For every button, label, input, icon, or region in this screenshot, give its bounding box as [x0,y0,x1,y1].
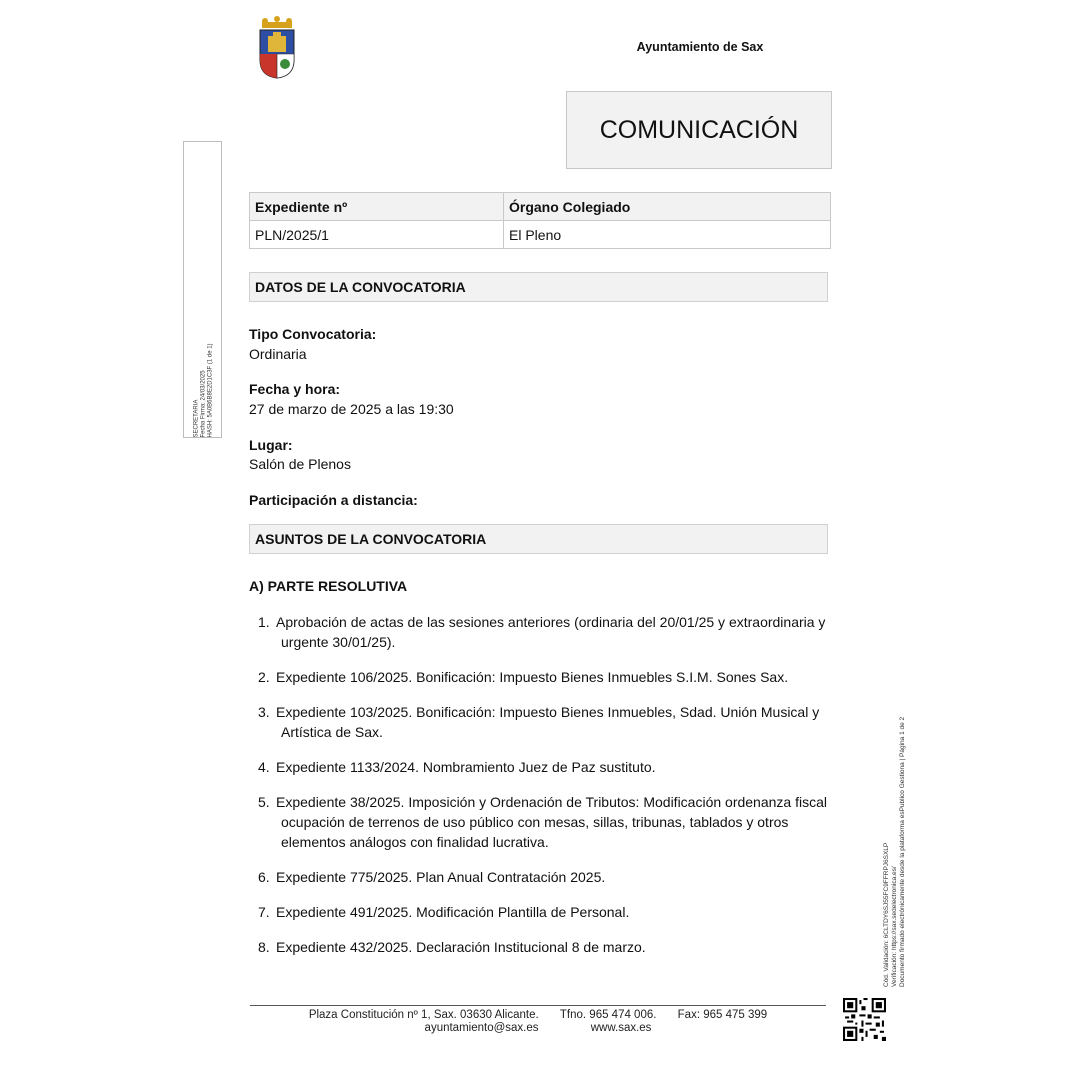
item-text: Expediente 106/2025. Bonificación: Impuesto Bienes Inmuebles S.I.M. Sones Sax. [276,669,789,685]
list-item [249,867,839,887]
item-number: 6. [258,869,270,885]
field-label-lugar: Lugar: [249,437,293,453]
footer-web-link[interactable]: www.sax.es [590,1022,652,1034]
header-cell-organo: Órgano Colegiado [504,193,831,221]
table-header-row [250,193,831,221]
footer-contact-line [250,1009,826,1021]
footer-fax: Fax: 965 475 399 [677,1009,768,1021]
stamp-line: SECRETARIA [193,399,200,438]
item-text: Expediente 432/2025. Declaración Institucional 8 de marzo. [276,939,646,955]
item-text: Expediente 38/2025. Imposición y Ordenación de Tributos: Modificación ordenanza fiscal ocupación de terrenos de uso público con mesas, sillas, tribunas, tablados y otros elementos análogos con finalidad lucrativa. [276,794,827,850]
item-text: Expediente 491/2025. Modificación Plantilla de Personal. [276,904,630,920]
verification-note: Documento firmado electrónicamente desde la plataforma esPublico Gestiona | Página 1 de 2 [899,716,906,987]
field-value-tipo: Ordinaria [249,346,307,362]
list-item [249,937,839,957]
field-value-fecha: 27 de marzo de 2025 a las 19:30 [249,401,454,417]
footer-links-line [250,1022,826,1034]
item-number: 4. [258,759,270,775]
item-number: 1. [258,614,270,630]
footer-phone: Tfno. 965 474 006. [559,1009,657,1021]
item-text: Expediente 103/2025. Bonificación: Impuesto Bienes Inmuebles, Sdad. Unión Musical y Artística de Sax. [276,704,820,740]
item-number: 7. [258,904,270,920]
field-label-participacion: Participación a distancia: [249,492,418,508]
item-number: 5. [258,794,270,810]
list-item [249,792,839,852]
municipal-crest-logo [256,16,298,80]
part-title: A) PARTE RESOLUTIVA [249,578,408,594]
field-label-tipo: Tipo Convocatoria: [249,326,377,342]
footer-email-link[interactable]: ayuntamiento@sax.es [424,1022,539,1034]
municipality-name: Ayuntamiento de Sax [636,40,764,54]
agenda-list [249,612,839,972]
item-text: Aprobación de actas de las sesiones anteriores (ordinaria del 20/01/25 y extraordinaria y urgente 30/01/25). [276,614,826,650]
list-item [249,667,839,687]
field-value-lugar: Salón de Plenos [249,456,351,472]
item-text: Expediente 775/2025. Plan Anual Contratación 2025. [276,869,606,885]
item-text: Expediente 1133/2024. Nombramiento Juez de Paz sustituto. [276,759,656,775]
section-datos-header: DATOS DE LA CONVOCATORIA [249,272,828,302]
footer-address: Plaza Constitución nº 1, Sax. 03630 Alicante. [308,1009,539,1021]
cell-expediente: PLN/2025/1 [250,221,504,249]
signature-stamp [183,141,222,438]
document-type-title: COMUNICACIÓN [566,91,832,169]
stamp-line: Fecha Firma: 24/03/2025 [200,370,207,438]
footer-divider [250,1005,826,1006]
list-item [249,612,839,652]
qr-code-icon [843,998,886,1041]
file-info-table [249,192,831,249]
item-number: 3. [258,704,270,720]
list-item [249,902,839,922]
list-item [249,757,839,777]
stamp-line: HASH: 5A0B6B8E2D1C3F (1 de 1) [207,343,214,438]
verification-text [883,697,907,987]
table-row [250,221,831,249]
verification-code: Cód. Validación: 6CLTDY6SJ55FC9FFRPJ6SXLP [883,842,890,987]
list-item [249,702,839,742]
item-number: 2. [258,669,270,685]
item-number: 8. [258,939,270,955]
header-cell-expediente: Expediente nº [250,193,504,221]
verification-url[interactable]: Verificación: https://sax.sedelectronica.es/ [891,866,898,987]
section-asuntos-header: ASUNTOS DE LA CONVOCATORIA [249,524,828,554]
cell-organo: El Pleno [504,221,831,249]
field-label-fecha: Fecha y hora: [249,381,341,397]
